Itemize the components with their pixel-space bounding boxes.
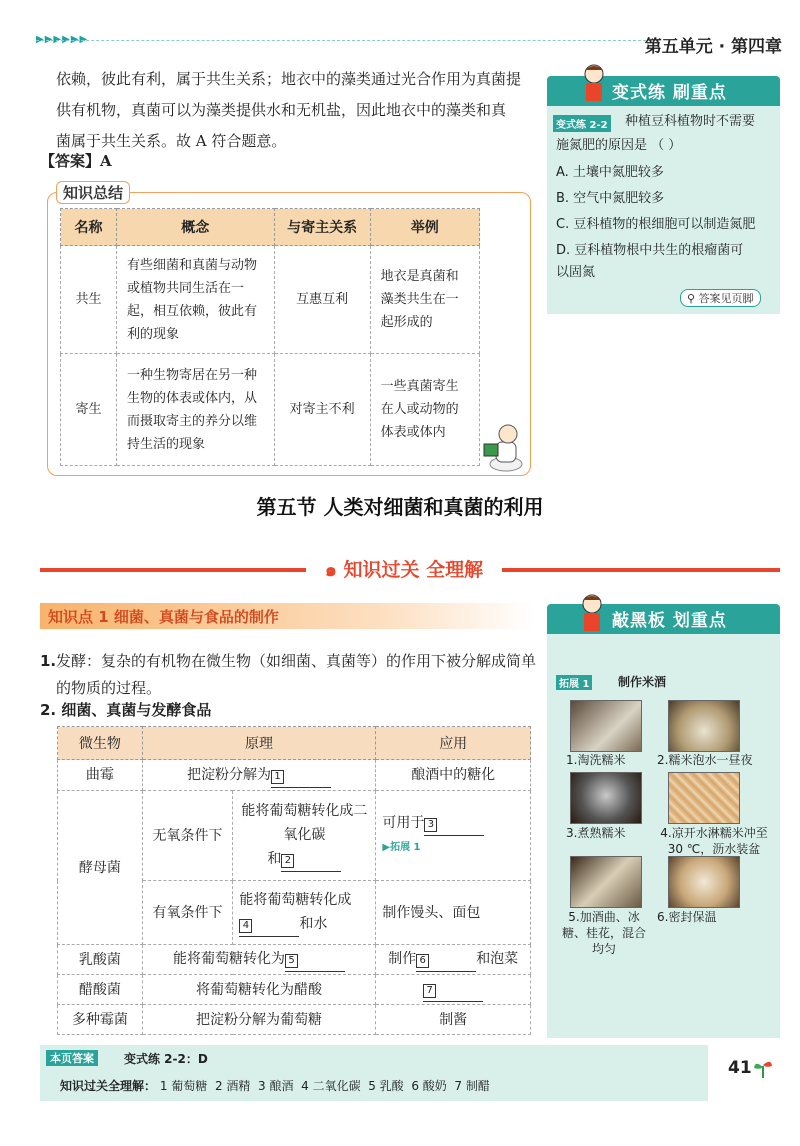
blank (239, 912, 299, 937)
intro-line-1: 依赖，彼此有利，属于共生关系；地衣中的藻类通过光合作用为真菌提 (56, 70, 522, 88)
principle-cell (233, 881, 376, 945)
principle-cell (233, 791, 376, 881)
practice-stem-2: 施氮肥的原因是 （ ） (556, 138, 682, 153)
principle-text: 和水 (299, 916, 328, 932)
summary-label: 知识总结 (56, 181, 130, 204)
application-text: 制酱 (376, 1005, 531, 1035)
col-relation: 与寄主关系 (274, 209, 370, 246)
header-rule (36, 40, 646, 41)
col-concept: 概念 (116, 209, 274, 246)
table-row (58, 760, 531, 791)
extension-tag: 拓展 1 (556, 675, 592, 690)
principle-text: 能将葡萄糖转化成 (239, 892, 352, 908)
blank-number: 6 (416, 954, 429, 968)
fermentation-table (57, 726, 531, 1035)
practice-title: 变式练 刷重点 (612, 83, 727, 103)
application-text: 和泡菜 (476, 951, 519, 967)
summary-table (60, 208, 480, 466)
header-arrows: ▶▶▶▶▶▶ (36, 34, 89, 45)
blank (271, 763, 331, 788)
row-relation: 互惠互利 (274, 246, 370, 354)
definition-text: 发酵：复杂的有机物在微生物（如细菌、真菌等）的作用下被分解成简单的物质的过程。 (56, 652, 537, 697)
footer-answer-line-1: 变式练 2-2：D (124, 1052, 208, 1066)
row-concept: 一种生物寄居在另一种生物的体表或体内，从而摄取寄主的养分以维持生活的现象 (116, 354, 274, 466)
application-cell (376, 791, 531, 881)
page-number: 41 (728, 1058, 752, 1078)
row-example: 地衣是真菌和藻类共生在一起形成的 (370, 246, 479, 354)
col-application: 应用 (376, 727, 531, 760)
col-microbe: 微生物 (58, 727, 143, 760)
blank (424, 811, 484, 836)
footer-answer-line-2 (60, 1077, 490, 1094)
principle-text: 把淀粉分解为 (187, 766, 272, 783)
option-b: B. 空气中氮肥较多 (556, 191, 665, 206)
step-caption-5: 5.加酒曲、冰糖、桂花，混合均匀 (562, 910, 647, 956)
principle-cell (142, 760, 376, 791)
microbe-name: 多种霉菌 (58, 1005, 143, 1035)
microbe-name: 酵母菌 (58, 791, 143, 945)
blank (285, 947, 345, 972)
row-relation: 对寄主不利 (274, 354, 370, 466)
microbe-name: 乳酸菌 (58, 945, 143, 975)
application-line (382, 811, 524, 836)
banner-title (306, 554, 502, 586)
answer-item: 2 酒精 (214, 1079, 251, 1093)
principle-text: 能将葡萄糖转化为 (173, 951, 286, 967)
principle-blank-line (239, 847, 369, 872)
teacher-icon (578, 592, 608, 634)
step-photo-1 (570, 700, 642, 752)
blank-number: 5 (285, 954, 298, 968)
section-title: 第五节 人类对细菌和真菌的利用 (256, 495, 544, 519)
step-caption-2: 2.糯米泡水一昼夜 (657, 753, 753, 767)
banner-label: 知识过关 全理解 (343, 559, 484, 581)
step-photo-3 (570, 772, 642, 824)
extension-link[interactable]: ▶拓展 1 (382, 842, 421, 853)
extension-title: 制作米酒 (618, 675, 667, 689)
chapter-title: 第五单元 · 第四章 (644, 37, 782, 57)
knowledge-point-title: 知识点 1 细菌、真菌与食品的制作 (48, 608, 279, 626)
principle-text: 和 (267, 851, 282, 867)
option-d-cont: 以固氮 (556, 265, 596, 280)
application-text: 酿酒中的糖化 (376, 760, 531, 791)
answer-item: 7 制醋 (454, 1079, 490, 1093)
microbe-name: 醋酸菌 (58, 975, 143, 1005)
application-text: 可用于 (382, 815, 425, 831)
fermentation-title: 2. 细菌、真菌与发酵食品 (40, 701, 212, 719)
practice-tag: 变式练 2-2 (553, 115, 611, 132)
blank-number: 3 (424, 818, 437, 832)
application-cell (376, 945, 531, 975)
application-text: 制作 (388, 951, 417, 967)
table-row (61, 354, 480, 466)
intro-line-3: 菌属于共生关系。故 A 符合题意。 (56, 132, 287, 150)
blank (416, 947, 476, 972)
answer-item: 5 乳酸 (368, 1079, 404, 1093)
chalkboard-title: 敲黑板 划重点 (612, 611, 727, 631)
table-row (58, 975, 531, 1005)
blank (281, 847, 341, 872)
application-cell (376, 975, 531, 1005)
row-example: 一些真菌寄生在人或动物的体表或体内 (370, 354, 479, 466)
step-photo-5 (570, 856, 642, 908)
blank (423, 977, 483, 1002)
step-photo-4 (668, 772, 740, 824)
step-caption-3: 3.煮熟糯米 (566, 826, 626, 840)
mascot-illustration (482, 420, 530, 474)
step-photo-2 (668, 700, 740, 752)
practice-stem-1: 种植豆科植物时不需要 (625, 114, 756, 129)
answer-hint (680, 289, 761, 307)
answer-item: 4 二氧化碳 (301, 1079, 361, 1093)
microbe-name: 曲霉 (58, 760, 143, 791)
option-a: A. 土壤中氮肥较多 (556, 165, 664, 180)
col-name: 名称 (61, 209, 117, 246)
col-principle: 原理 (142, 727, 376, 760)
option-d: D. 豆科植物根中共生的根瘤菌可 (556, 243, 744, 258)
step-caption-4: 4.凉开水淋糯米冲至30 ℃，沥水装盆 (660, 826, 768, 856)
step-photo-6 (668, 856, 740, 908)
answer-item: 6 酸奶 (411, 1079, 447, 1093)
row-concept: 有些细菌和真菌与动物或植物共同生活在一起，相互依赖，彼此有利的现象 (116, 246, 274, 354)
application-text: 制作馒头、面包 (376, 881, 531, 945)
table-row (58, 1005, 531, 1035)
step-caption-1: 1.淘洗糯米 (566, 753, 626, 767)
answer-item: 3 酿酒 (258, 1079, 294, 1093)
step-caption-6: 6.密封保温 (657, 910, 717, 924)
sprout-icon (752, 1056, 774, 1080)
answer-hint-label: 答案见页脚 (698, 292, 754, 305)
table-row (61, 246, 480, 354)
table-row (58, 945, 531, 975)
principle-text: 把淀粉分解为葡萄糖 (142, 1005, 376, 1035)
footer-label: 知识过关全理解： (60, 1079, 157, 1093)
footer-key: 本页答案 (46, 1050, 98, 1066)
blank-number: 2 (281, 854, 294, 868)
table-row (58, 791, 531, 881)
principle-text: 将葡萄糖转化为醋酸 (142, 975, 376, 1005)
intro-line-2: 供有机物，真菌可以为藻类提供水和无机盐，因此地衣中的藻类和真 (56, 101, 507, 119)
option-c: C. 豆科植物的根细胞可以制造氮肥 (556, 217, 756, 232)
swirl-icon: ๑ (324, 559, 337, 581)
key-icon: ⚲ (687, 292, 696, 305)
principle-cell (142, 945, 376, 975)
blank-number: 1 (271, 770, 284, 784)
row-name: 共生 (61, 246, 117, 354)
definition-number: 1. (40, 652, 57, 670)
blank-number: 4 (239, 919, 252, 933)
condition-label: 无氧条件下 (142, 791, 233, 881)
character-icon (580, 62, 610, 106)
blank-number: 7 (423, 984, 436, 998)
col-example: 举例 (370, 209, 479, 246)
condition-label: 有氧条件下 (142, 881, 233, 945)
row-name: 寄生 (61, 354, 117, 466)
principle-text: 能将葡萄糖转化成二氧化碳 (241, 803, 368, 843)
answer-text: 【答案】A (40, 152, 112, 170)
answer-item: 1 葡萄糖 (159, 1079, 208, 1093)
